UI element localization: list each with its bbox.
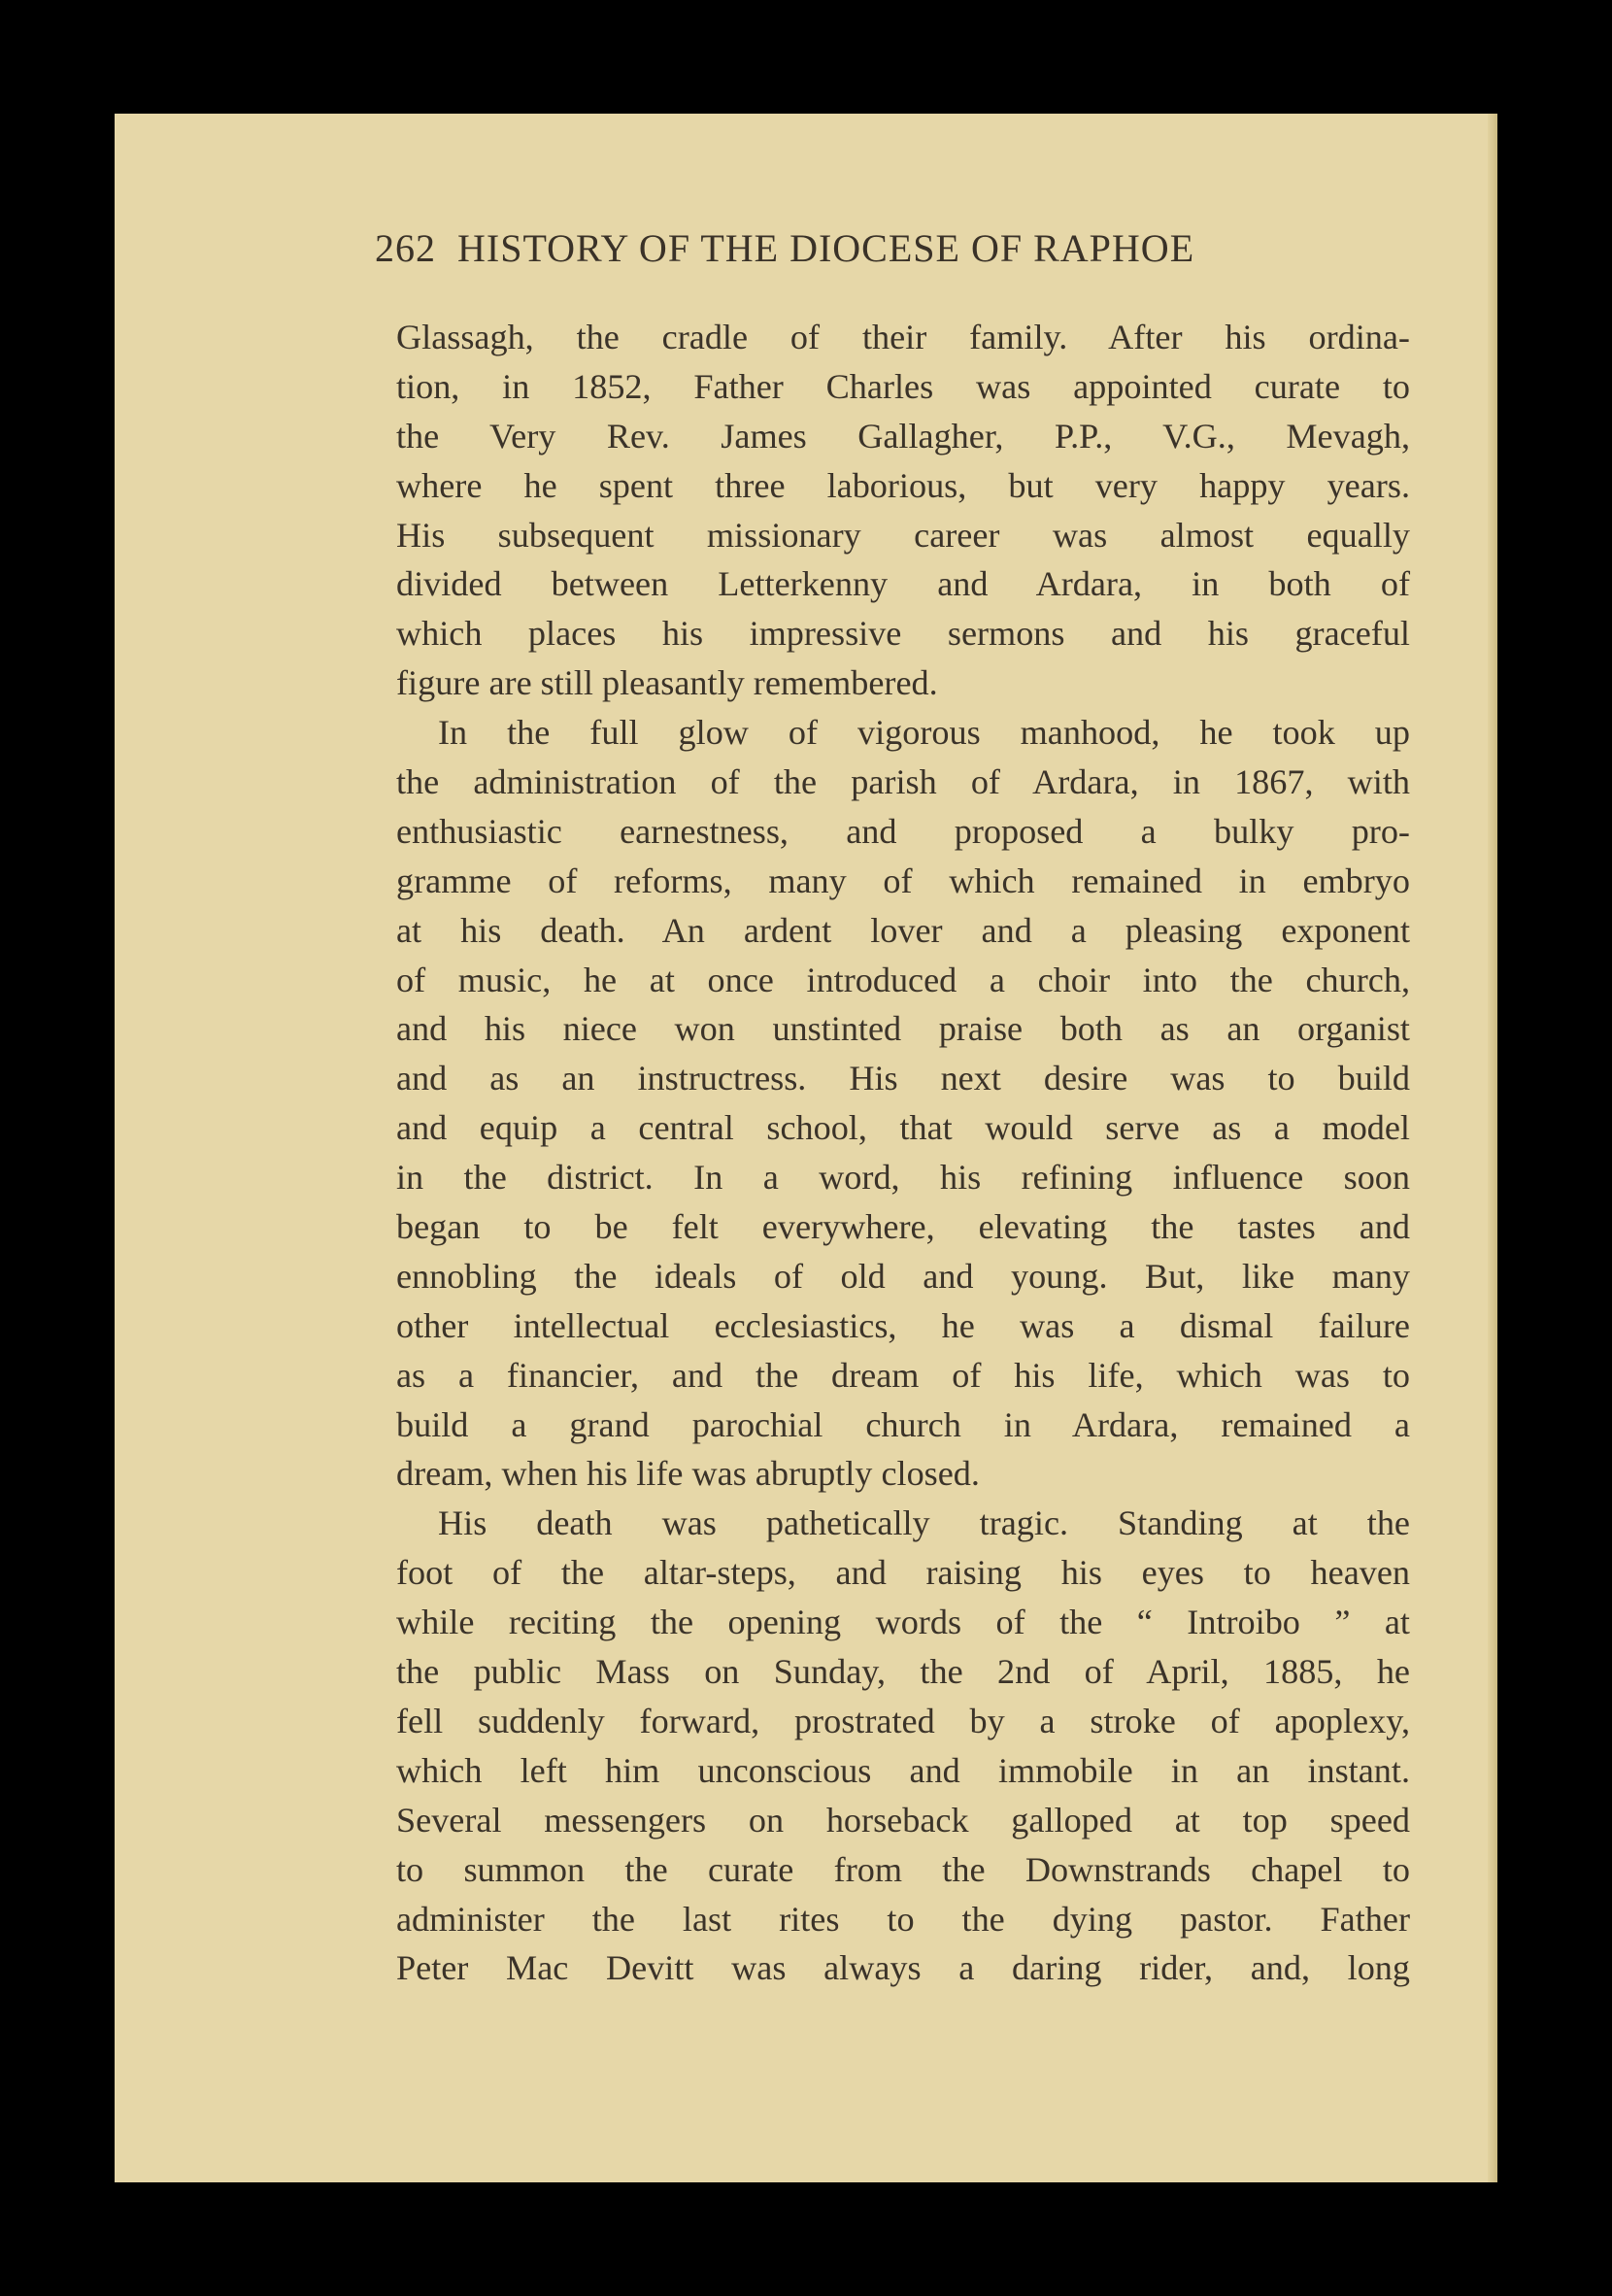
- text-line: as a financier, and the dream of his life, which was to: [396, 1355, 1410, 1395]
- text-line: build a grand parochial church in Ardara, remained a: [396, 1404, 1410, 1444]
- text-line: His death was pathetically tragic. Standing at the: [438, 1503, 1410, 1543]
- text-line: while reciting the opening words of the “ Introibo ” at: [396, 1603, 1410, 1642]
- text-line: tion, in 1852, Father Charles was appointed curate to: [396, 366, 1410, 406]
- text-line: dream, when his life was abruptly closed.: [396, 1454, 980, 1494]
- body-text: [396, 313, 1410, 1993]
- running-title: HISTORY OF THE DIOCESE OF RAPHOE: [457, 226, 1195, 270]
- page-number: 262: [375, 226, 436, 270]
- text-line: which places his impressive sermons and his graceful: [396, 614, 1410, 654]
- text-line: the administration of the parish of Ardara, in 1867, with: [396, 762, 1410, 802]
- text-line: and equip a central school, that would serve as a model: [396, 1108, 1410, 1148]
- text-line: gramme of reforms, many of which remained in embryo: [396, 861, 1410, 900]
- text-line: Glassagh, the cradle of their family. After his ordina-: [396, 318, 1410, 356]
- text-line: in the district. In a word, his refining influence soon: [396, 1158, 1410, 1198]
- text-line: of music, he at once introduced a choir into the church,: [396, 960, 1410, 999]
- text-line: and as an instructress. His next desire was to build: [396, 1059, 1410, 1098]
- paragraph: [396, 313, 1410, 708]
- text-line: the Very Rev. James Gallagher, P.P., V.G., Mevagh,: [396, 416, 1410, 456]
- text-line: where he spent three laborious, but very happy years.: [396, 465, 1410, 505]
- text-line: which left him unconscious and immobile in an instant.: [396, 1750, 1410, 1790]
- text-line: administer the last rites to the dying pastor. Father: [396, 1899, 1410, 1939]
- paragraph: [396, 708, 1410, 1499]
- text-line: divided between Letterkenny and Ardara, in both of: [396, 564, 1410, 604]
- running-header: [375, 225, 1488, 271]
- text-line: and his niece won unstinted praise both as an organist: [396, 1009, 1410, 1049]
- text-line: ennobling the ideals of old and young. But, like many: [396, 1256, 1410, 1296]
- text-line: enthusiastic earnestness, and proposed a bulky pro-: [396, 811, 1410, 851]
- text-line: at his death. An ardent lover and a pleasing exponent: [396, 910, 1410, 950]
- text-line: foot of the altar-steps, and raising his eyes to heaven: [396, 1553, 1410, 1593]
- text-line: In the full glow of vigorous manhood, he took up: [438, 713, 1410, 753]
- text-line: began to be felt everywhere, elevating the tastes and: [396, 1207, 1410, 1247]
- text-line: figure are still pleasantly remembered.: [396, 663, 938, 703]
- book-page: [115, 114, 1497, 2182]
- text-line: to summon the curate from the Downstrands chapel to: [396, 1849, 1410, 1889]
- text-line: Several messengers on horseback galloped at top speed: [396, 1800, 1410, 1840]
- page-edge: [1488, 114, 1497, 2182]
- paragraph: [396, 1499, 1410, 1993]
- text-line: other intellectual ecclesiastics, he was a dismal failure: [396, 1305, 1410, 1345]
- text-line: His subsequent missionary career was almost equally: [396, 515, 1410, 555]
- text-line: fell suddenly forward, prostrated by a stroke of apoplexy,: [396, 1701, 1410, 1740]
- text-line: the public Mass on Sunday, the 2nd of April, 1885, he: [396, 1652, 1410, 1692]
- text-line: Peter Mac Devitt was always a daring rider, and, long: [396, 1948, 1410, 1988]
